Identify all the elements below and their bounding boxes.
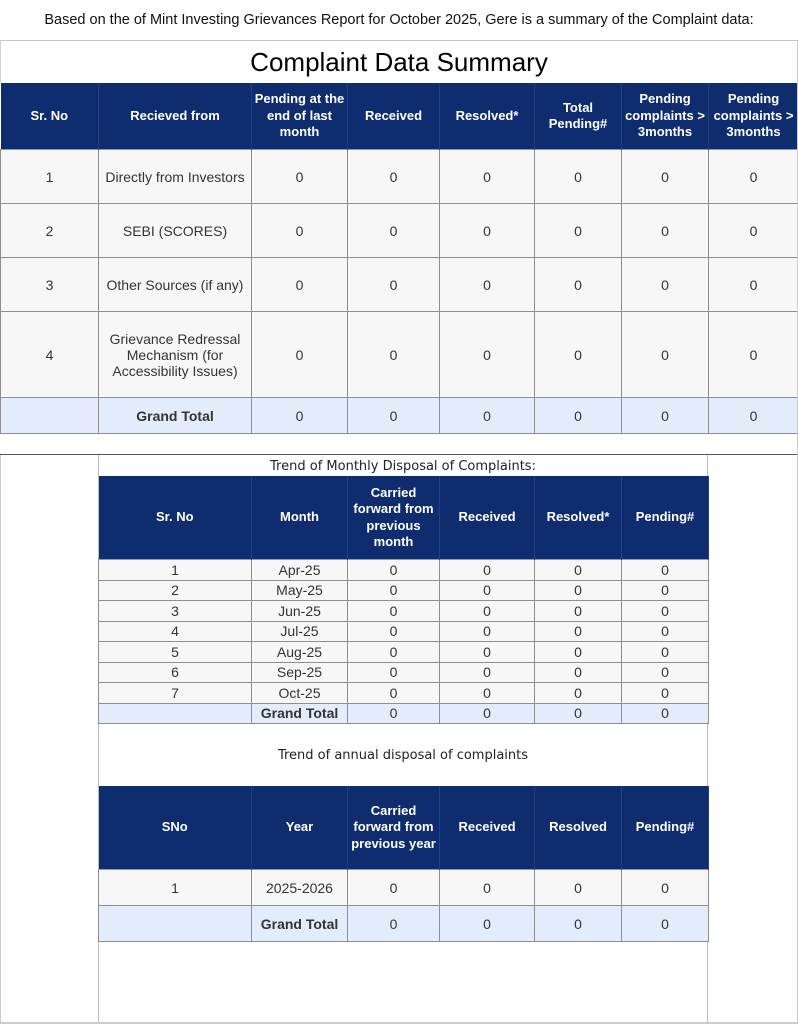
cell-month: Sep-25 <box>252 662 348 683</box>
col-header-sr-no: Sr. No <box>1 83 99 150</box>
cell-sr: 3 <box>99 601 252 622</box>
cell-resolved: 0 <box>535 683 622 704</box>
monthly-trend-title: Trend of Monthly Disposal of Complaints: <box>270 458 536 474</box>
cell-source: SEBI (SCORES) <box>99 204 252 258</box>
cell-resolved: 0 <box>535 703 622 724</box>
table-row <box>99 662 709 683</box>
col-header-received-from: Recieved from <box>99 83 252 150</box>
cell-resolved: 0 <box>535 601 622 622</box>
table-row <box>99 642 709 663</box>
col-header-resolved: Resolved <box>535 786 622 870</box>
col-header-received: Received <box>440 476 535 560</box>
cell-carried: 0 <box>348 580 440 601</box>
cell-carried: 0 <box>348 642 440 663</box>
cell-sr: 7 <box>99 683 252 704</box>
complaint-summary-table <box>0 83 798 434</box>
cell-month: Aug-25 <box>252 642 348 663</box>
table-row <box>99 870 709 906</box>
cell-pending-3m: 0 <box>622 204 709 258</box>
cell-resolved: 0 <box>535 870 622 906</box>
grand-total-label: Grand Total <box>252 703 348 724</box>
cell-sr <box>99 906 252 942</box>
cell-total-pending: 0 <box>535 398 622 434</box>
grand-total-row <box>1 398 798 434</box>
cell-carried: 0 <box>348 870 440 906</box>
col-header-pending-3months-2: Pending complaints > 3months <box>709 83 798 150</box>
cell-pending: 0 <box>622 601 709 622</box>
cell-month: Jul-25 <box>252 621 348 642</box>
col-header-received: Received <box>348 83 440 150</box>
cell-sr: 2 <box>99 580 252 601</box>
col-header-carried-forward: Carried forward from previous year <box>348 786 440 870</box>
cell-resolved: 0 <box>440 150 535 204</box>
cell-pending-3m: 0 <box>622 398 709 434</box>
col-header-year: Year <box>252 786 348 870</box>
intro-text: Based on the of Mint Investing Grievances Report for October 2025, Gere is a summary of the Complaint data: <box>0 0 798 41</box>
cell-resolved: 0 <box>535 906 622 942</box>
cell-pending-3m-2: 0 <box>709 150 798 204</box>
cell-received: 0 <box>440 560 535 581</box>
cell-carried: 0 <box>348 560 440 581</box>
cell-resolved: 0 <box>535 621 622 642</box>
cell-pending: 0 <box>622 662 709 683</box>
cell-pending: 0 <box>622 683 709 704</box>
cell-year: 2025-2026 <box>252 870 348 906</box>
col-header-pending: Pending# <box>622 476 709 560</box>
cell-pending: 0 <box>622 560 709 581</box>
cell-resolved: 0 <box>535 662 622 683</box>
cell-received: 0 <box>348 398 440 434</box>
cell-pending-3m-2: 0 <box>709 258 798 312</box>
cell-carried: 0 <box>348 683 440 704</box>
cell-pending-last: 0 <box>252 204 348 258</box>
col-header-resolved: Resolved* <box>535 476 622 560</box>
cell-pending-last: 0 <box>252 312 348 398</box>
col-header-pending-3months: Pending complaints > 3months <box>622 83 709 150</box>
cell-resolved: 0 <box>440 312 535 398</box>
grand-total-label: Grand Total <box>99 398 252 434</box>
cell-sr <box>1 398 99 434</box>
cell-pending-3m: 0 <box>622 150 709 204</box>
col-header-month: Month <box>252 476 348 560</box>
cell-received: 0 <box>440 580 535 601</box>
col-header-pending: Pending# <box>622 786 709 870</box>
cell-carried: 0 <box>348 621 440 642</box>
cell-sr: 3 <box>1 258 99 312</box>
cell-resolved: 0 <box>535 560 622 581</box>
cell-pending: 0 <box>622 703 709 724</box>
cell-carried: 0 <box>348 662 440 683</box>
cell-source: Other Sources (if any) <box>99 258 252 312</box>
cell-pending-3m: 0 <box>622 312 709 398</box>
cell-total-pending: 0 <box>535 258 622 312</box>
cell-received: 0 <box>440 703 535 724</box>
table-row <box>1 258 798 312</box>
cell-pending-last: 0 <box>252 150 348 204</box>
cell-received: 0 <box>440 683 535 704</box>
cell-sr: 1 <box>99 560 252 581</box>
cell-pending-3m-2: 0 <box>709 312 798 398</box>
cell-total-pending: 0 <box>535 150 622 204</box>
cell-carried: 0 <box>348 601 440 622</box>
cell-pending: 0 <box>622 642 709 663</box>
cell-month: Jun-25 <box>252 601 348 622</box>
cell-received: 0 <box>440 621 535 642</box>
cell-received: 0 <box>440 906 535 942</box>
col-header-carried-forward: Carried forward from previous month <box>348 476 440 560</box>
cell-pending-3m: 0 <box>622 258 709 312</box>
cell-sr: 2 <box>1 204 99 258</box>
col-header-sno: SNo <box>99 786 252 870</box>
cell-carried: 0 <box>348 906 440 942</box>
grand-total-row <box>99 703 709 724</box>
cell-total-pending: 0 <box>535 204 622 258</box>
cell-source: Directly from Investors <box>99 150 252 204</box>
table-row <box>1 204 798 258</box>
table-row <box>99 621 709 642</box>
cell-sr: 6 <box>99 662 252 683</box>
table-row <box>1 150 798 204</box>
cell-received: 0 <box>348 150 440 204</box>
grand-total-label: Grand Total <box>252 906 348 942</box>
cell-source: Grievance Redressal Mechanism (for Accessibility Issues) <box>99 312 252 398</box>
cell-sr: 4 <box>99 621 252 642</box>
cell-resolved: 0 <box>535 642 622 663</box>
cell-pending-last: 0 <box>252 398 348 434</box>
section-divider <box>0 435 798 455</box>
grand-total-row <box>99 906 709 942</box>
cell-sr <box>99 703 252 724</box>
cell-carried: 0 <box>348 703 440 724</box>
col-header-sr-no: Sr. No <box>99 476 252 560</box>
cell-sr: 1 <box>99 870 252 906</box>
cell-resolved: 0 <box>440 204 535 258</box>
cell-received: 0 <box>348 204 440 258</box>
cell-sr: 1 <box>1 150 99 204</box>
table-row <box>99 601 709 622</box>
table-row <box>99 683 709 704</box>
table-row <box>99 560 709 581</box>
cell-pending: 0 <box>622 906 709 942</box>
table-row <box>99 580 709 601</box>
cell-pending: 0 <box>622 621 709 642</box>
cell-resolved: 0 <box>535 580 622 601</box>
cell-resolved: 0 <box>440 398 535 434</box>
cell-pending-last: 0 <box>252 258 348 312</box>
cell-pending-3m-2: 0 <box>709 398 798 434</box>
cell-received: 0 <box>348 258 440 312</box>
cell-received: 0 <box>440 601 535 622</box>
col-header-received: Received <box>440 786 535 870</box>
cell-sr: 4 <box>1 312 99 398</box>
cell-total-pending: 0 <box>535 312 622 398</box>
frame-left-border <box>0 455 1 1024</box>
table-row <box>1 312 798 398</box>
cell-received: 0 <box>440 870 535 906</box>
cell-received: 0 <box>440 662 535 683</box>
page-title: Complaint Data Summary <box>0 41 798 83</box>
cell-pending-3m-2: 0 <box>709 204 798 258</box>
cell-received: 0 <box>440 642 535 663</box>
col-header-pending-last-month: Pending at the end of last month <box>252 83 348 150</box>
annual-trend-title: Trend of annual disposal of complaints <box>277 747 529 763</box>
col-header-resolved: Resolved* <box>440 83 535 150</box>
table-header-row <box>1 83 798 150</box>
cell-pending: 0 <box>622 580 709 601</box>
cell-sr: 5 <box>99 642 252 663</box>
cell-resolved: 0 <box>440 258 535 312</box>
cell-month: May-25 <box>252 580 348 601</box>
table-header-row <box>99 786 709 870</box>
monthly-trend-table <box>98 476 709 724</box>
cell-month: Apr-25 <box>252 560 348 581</box>
table-header-row <box>99 476 709 560</box>
col-header-total-pending: Total Pending# <box>535 83 622 150</box>
cell-received: 0 <box>348 312 440 398</box>
cell-pending: 0 <box>622 870 709 906</box>
cell-month: Oct-25 <box>252 683 348 704</box>
annual-trend-table <box>98 786 709 942</box>
